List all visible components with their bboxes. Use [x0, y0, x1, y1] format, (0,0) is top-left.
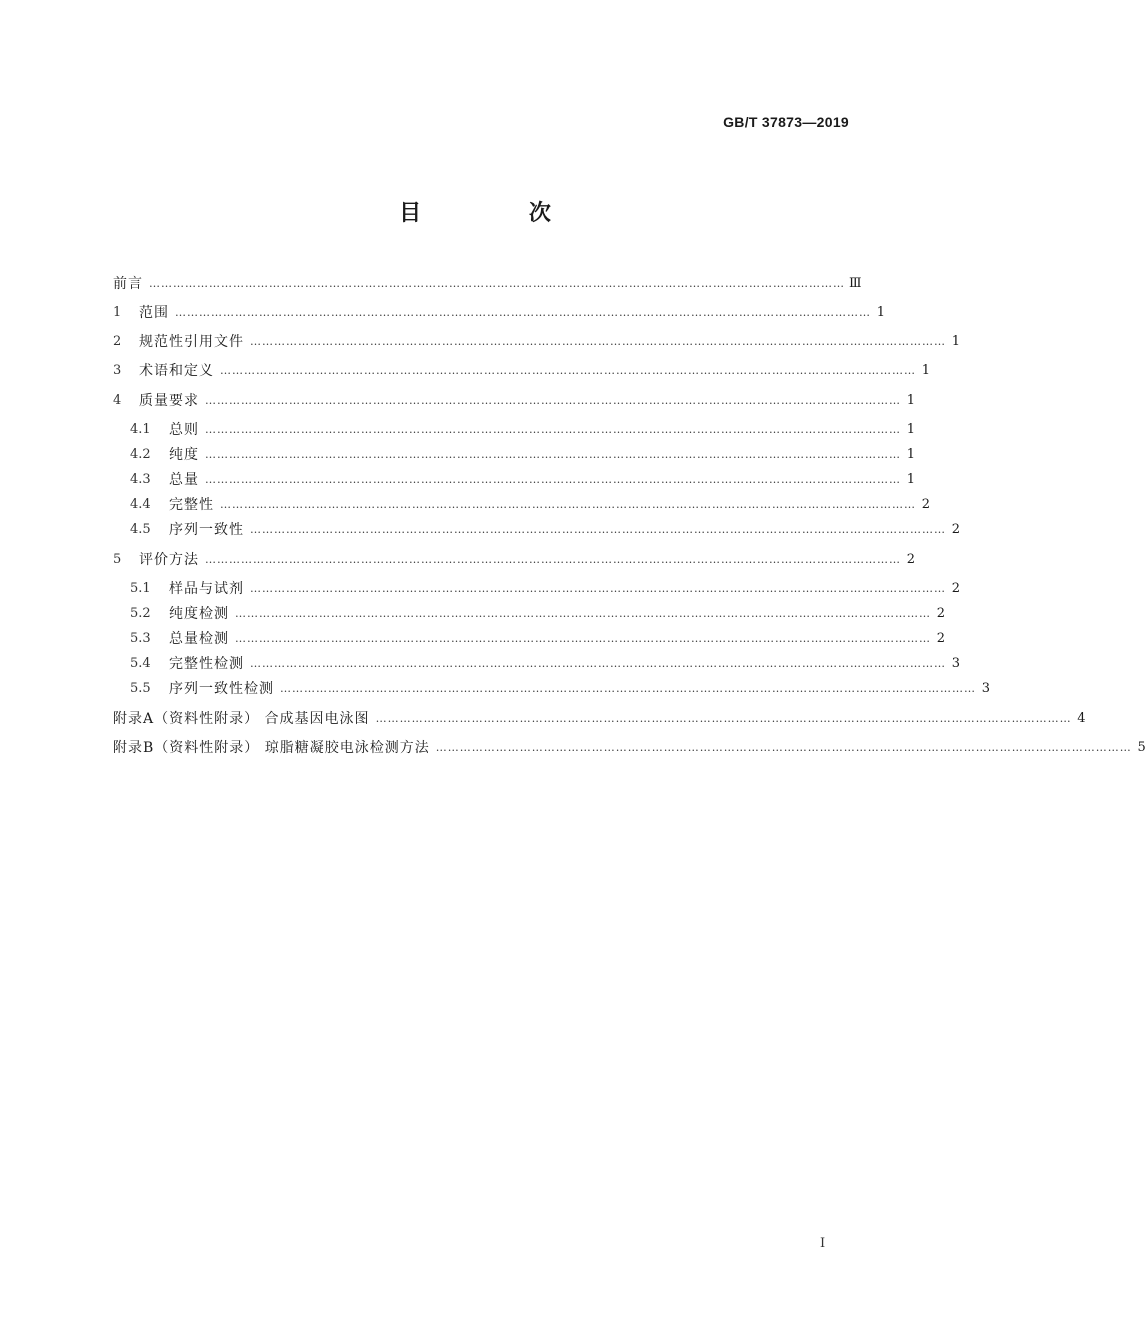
toc-leader-dots: …………………………………………………………………………………………………………………………………………………………: [435, 741, 1132, 754]
toc-entry-5-3[interactable]: [130, 627, 945, 651]
toc-leader-dots: …………………………………………………………………………………………………………………………………………………………: [250, 523, 946, 536]
toc-entry-number: 5.1: [130, 581, 151, 596]
toc-entry-label: 纯度: [169, 447, 199, 463]
toc-entry-4-2[interactable]: [130, 443, 915, 467]
toc-leader-dots: …………………………………………………………………………………………………………………………………………………………: [205, 473, 901, 486]
toc-entry-number: 4: [113, 393, 122, 408]
toc-entry-page: 1: [906, 472, 915, 487]
toc-leader-dots: …………………………………………………………………………………………………………………………………………………………: [235, 607, 931, 620]
toc-entry-page: Ⅲ: [849, 276, 862, 291]
toc-entry-number: 2: [113, 334, 122, 349]
toc-entry-number: 4.3: [130, 472, 151, 487]
toc-entry-page: 5: [1137, 740, 1146, 755]
toc-entry-4-4[interactable]: [130, 493, 930, 517]
standard-code: GB/T 37873—2019: [723, 114, 849, 130]
toc-leader-dots: …………………………………………………………………………………………………………………………………………………………: [250, 582, 946, 595]
toc-leader-dots: …………………………………………………………………………………………………………………………………………………………: [205, 553, 901, 566]
toc-entry-number: 5.2: [130, 606, 151, 621]
toc-entry-foreword[interactable]: [113, 272, 862, 296]
toc-entry-annex-a[interactable]: [113, 707, 1086, 731]
toc-entry-label: 序列一致性: [169, 522, 244, 538]
page-folio: I: [820, 1236, 826, 1251]
toc-entry-label: 完整性: [169, 497, 214, 513]
toc-entry-number: 4.2: [130, 447, 151, 462]
toc-leader-dots: …………………………………………………………………………………………………………………………………………………………: [220, 364, 916, 377]
toc-entry-page: 1: [921, 363, 930, 378]
toc-entry-number: 4.5: [130, 522, 151, 537]
toc-leader-dots: …………………………………………………………………………………………………………………………………………………………: [205, 394, 901, 407]
toc-entry-5-4[interactable]: [130, 652, 960, 676]
toc-entry-label: 术语和定义: [139, 363, 214, 379]
toc-entry-label: 完整性检测: [169, 656, 244, 672]
toc-entry-page: 1: [951, 334, 960, 349]
toc-entry-page: 4: [1077, 711, 1086, 726]
toc-leader-dots: …………………………………………………………………………………………………………………………………………………………: [149, 277, 845, 290]
toc-entry-page: 3: [951, 656, 960, 671]
toc-entry-page: 2: [936, 631, 945, 646]
toc-leader-dots: …………………………………………………………………………………………………………………………………………………………: [375, 712, 1072, 725]
page-title: 目 次: [399, 201, 601, 226]
toc-leader-dots: …………………………………………………………………………………………………………………………………………………………: [205, 423, 901, 436]
toc-entry-label: 样品与试剂: [169, 581, 244, 597]
toc-entry-label: 总则: [169, 422, 199, 438]
toc-entry-3[interactable]: [113, 359, 930, 383]
toc-entry-4-1[interactable]: [130, 418, 915, 442]
toc-entry-5-5[interactable]: [130, 677, 990, 701]
toc-entry-page: 1: [906, 422, 915, 437]
toc-leader-dots: …………………………………………………………………………………………………………………………………………………………: [280, 682, 976, 695]
toc-entry-page: 1: [906, 393, 915, 408]
toc-entry-label: 质量要求: [139, 393, 199, 409]
toc-entry-number: 5.4: [130, 656, 151, 671]
toc-leader-dots: …………………………………………………………………………………………………………………………………………………………: [235, 632, 931, 645]
toc-entry-label: 附录A（资料性附录） 合成基因电泳图: [113, 711, 370, 727]
toc-entry-label: 总量: [169, 472, 199, 488]
toc-entry-page: 2: [951, 581, 960, 596]
toc-entry-1[interactable]: [113, 301, 885, 325]
toc-leader-dots: …………………………………………………………………………………………………………………………………………………………: [175, 306, 871, 319]
toc-entry-label: 附录B（资料性附录） 琼脂糖凝胶电泳检测方法: [113, 740, 430, 756]
toc-entry-label: 规范性引用文件: [139, 334, 244, 350]
toc-leader-dots: …………………………………………………………………………………………………………………………………………………………: [220, 498, 916, 511]
toc-entry-number: 5.5: [130, 681, 151, 696]
toc-entry-number: 1: [113, 305, 122, 320]
toc-entry-label: 序列一致性检测: [169, 681, 274, 697]
toc-entry-number: 5: [113, 552, 122, 567]
toc-entry-annex-b[interactable]: [113, 736, 1146, 760]
toc-entry-label: 总量检测: [169, 631, 229, 647]
toc-entry-label: 范围: [139, 305, 169, 321]
toc-entry-number: 5.3: [130, 631, 151, 646]
toc-leader-dots: …………………………………………………………………………………………………………………………………………………………: [205, 448, 901, 461]
toc-entry-page: 2: [921, 497, 930, 512]
toc-entry-4-5[interactable]: [130, 518, 960, 542]
toc-entry-page: 2: [906, 552, 915, 567]
toc-entry-label: 纯度检测: [169, 606, 229, 622]
toc-entry-5[interactable]: [113, 548, 915, 572]
toc-entry-4-3[interactable]: [130, 468, 915, 492]
toc-entry-label: 评价方法: [139, 552, 199, 568]
toc-entry-label: 前言: [113, 276, 143, 292]
toc-entry-5-1[interactable]: [130, 577, 960, 601]
toc-leader-dots: …………………………………………………………………………………………………………………………………………………………: [250, 657, 946, 670]
toc-leader-dots: …………………………………………………………………………………………………………………………………………………………: [250, 335, 946, 348]
toc-entry-page: 3: [981, 681, 990, 696]
toc-entry-page: 1: [906, 447, 915, 462]
toc-entry-number: 4.4: [130, 497, 151, 512]
toc-entry-number: 3: [113, 363, 122, 378]
toc-entry-5-2[interactable]: [130, 602, 945, 626]
toc-entry-page: 1: [876, 305, 885, 320]
toc-entry-page: 2: [936, 606, 945, 621]
toc-entry-2[interactable]: [113, 330, 960, 354]
toc-entry-number: 4.1: [130, 422, 151, 437]
toc-entry-4[interactable]: [113, 389, 915, 413]
toc-entry-page: 2: [951, 522, 960, 537]
